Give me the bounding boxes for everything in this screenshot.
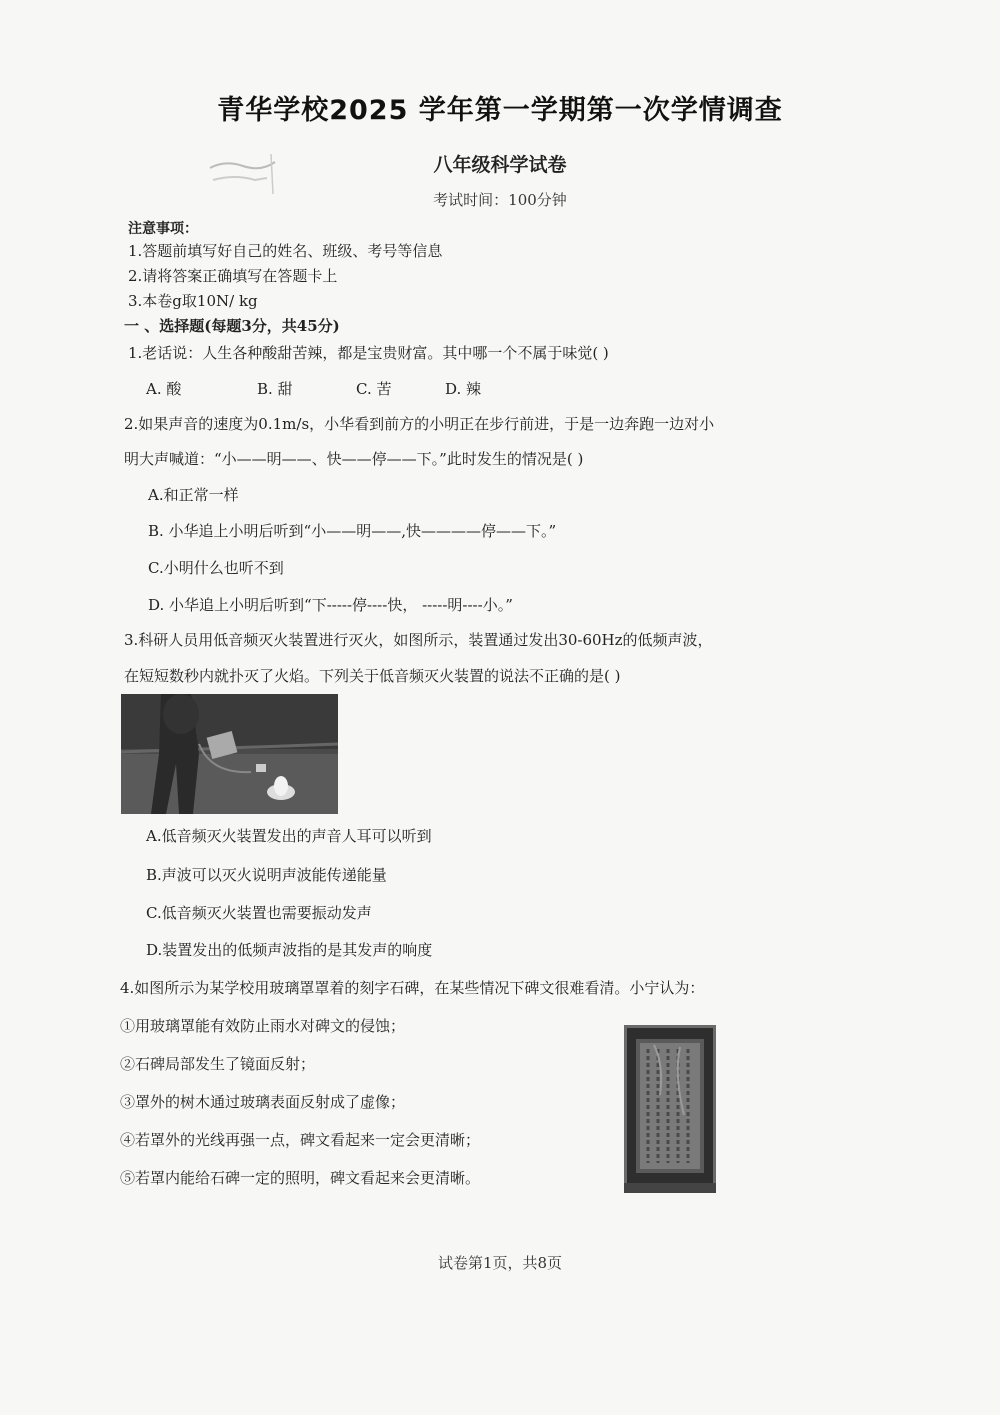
q3-option-a: A.低音频灭火装置发出的声音人耳可以听到 (146, 827, 432, 845)
q3-option-b: B.声波可以灭火说明声波能传递能量 (146, 866, 387, 884)
q4-statement: ①用玻璃罩能有效防止雨水对碑文的侵蚀； (120, 1017, 406, 1035)
question-4-stem: 4.如图所示为某学校用玻璃罩罩着的刻字石碑，在某些情况下碑文很难看清。小宁认为： (120, 979, 705, 997)
exam-subtitle: 八年级科学试卷 (433, 154, 567, 176)
exam-time: 考试时间：100分钟 (433, 191, 567, 209)
q4-statement: ②石碑局部发生了镜面反射； (120, 1055, 316, 1073)
note-item: 1.答题前填写好自己的姓名、班级、考号等信息 (128, 242, 443, 260)
q4-statement: ③罩外的树木通过玻璃表面反射成了虚像； (120, 1093, 406, 1111)
q2-option-b: B. 小华追上小明后听到“小——明——,快————停——下。” (148, 522, 557, 540)
section-heading: 一 、选择题(每题3分，共45分) (124, 317, 340, 335)
notes-heading: 注意事项： (128, 221, 198, 237)
question-3-stem-line2: 在短短数秒内就扑灭了火焰。下列关于低音频灭火装置的说法不正确的是( ) (124, 667, 621, 685)
q4-statement: ④若罩外的光线再强一点，碑文看起来一定会更清晰； (120, 1131, 481, 1149)
q2-option-c: C.小明什么也听不到 (148, 559, 284, 577)
exam-title: 青华学校2025 学年第一学期第一次学情调查 (217, 95, 783, 126)
note-item: 2.请将答案正确填写在答题卡上 (128, 267, 338, 285)
note-item: 3.本卷g取10N/ kg (128, 292, 258, 310)
fire-extinguisher-photo (121, 694, 338, 814)
q1-option-c: C. 苦 (356, 380, 392, 398)
q1-option-d: D. 辣 (445, 380, 482, 398)
q3-option-c: C.低音频灭火装置也需要振动发声 (146, 904, 372, 922)
q2-option-a: A.和正常一样 (148, 486, 239, 504)
q4-statement: ⑤若罩内能给石碑一定的照明，碑文看起来会更清晰。 (120, 1169, 481, 1187)
q2-option-d: D. 小华追上小明后听到“下-----停----快， -----明----小。” (148, 596, 513, 614)
question-1-stem: 1.老话说：人生各种酸甜苦辣，都是宝贵财富。其中哪一个不属于味觉( ) (128, 344, 609, 362)
question-2-stem-line2: 明大声喊道：“小——明——、快——停——下。”此时发生的情况是( ) (124, 450, 584, 468)
q1-option-b: B. 甜 (257, 380, 293, 398)
question-2-stem-line1: 2.如果声音的速度为0.1m/s，小华看到前方的小明正在步行前进，于是一边奔跑一边对小 (124, 415, 715, 433)
stone-tablet-photo (624, 1025, 716, 1193)
q3-option-d: D.装置发出的低频声波指的是其发声的响度 (146, 941, 433, 959)
question-3-stem-line1: 3.科研人员用低音频灭火装置进行灭火，如图所示，装置通过发出30-60Hz的低频声波， (124, 631, 713, 649)
page-footer: 试卷第1页，共8页 (437, 1254, 563, 1272)
q1-option-a: A. 酸 (146, 380, 182, 398)
